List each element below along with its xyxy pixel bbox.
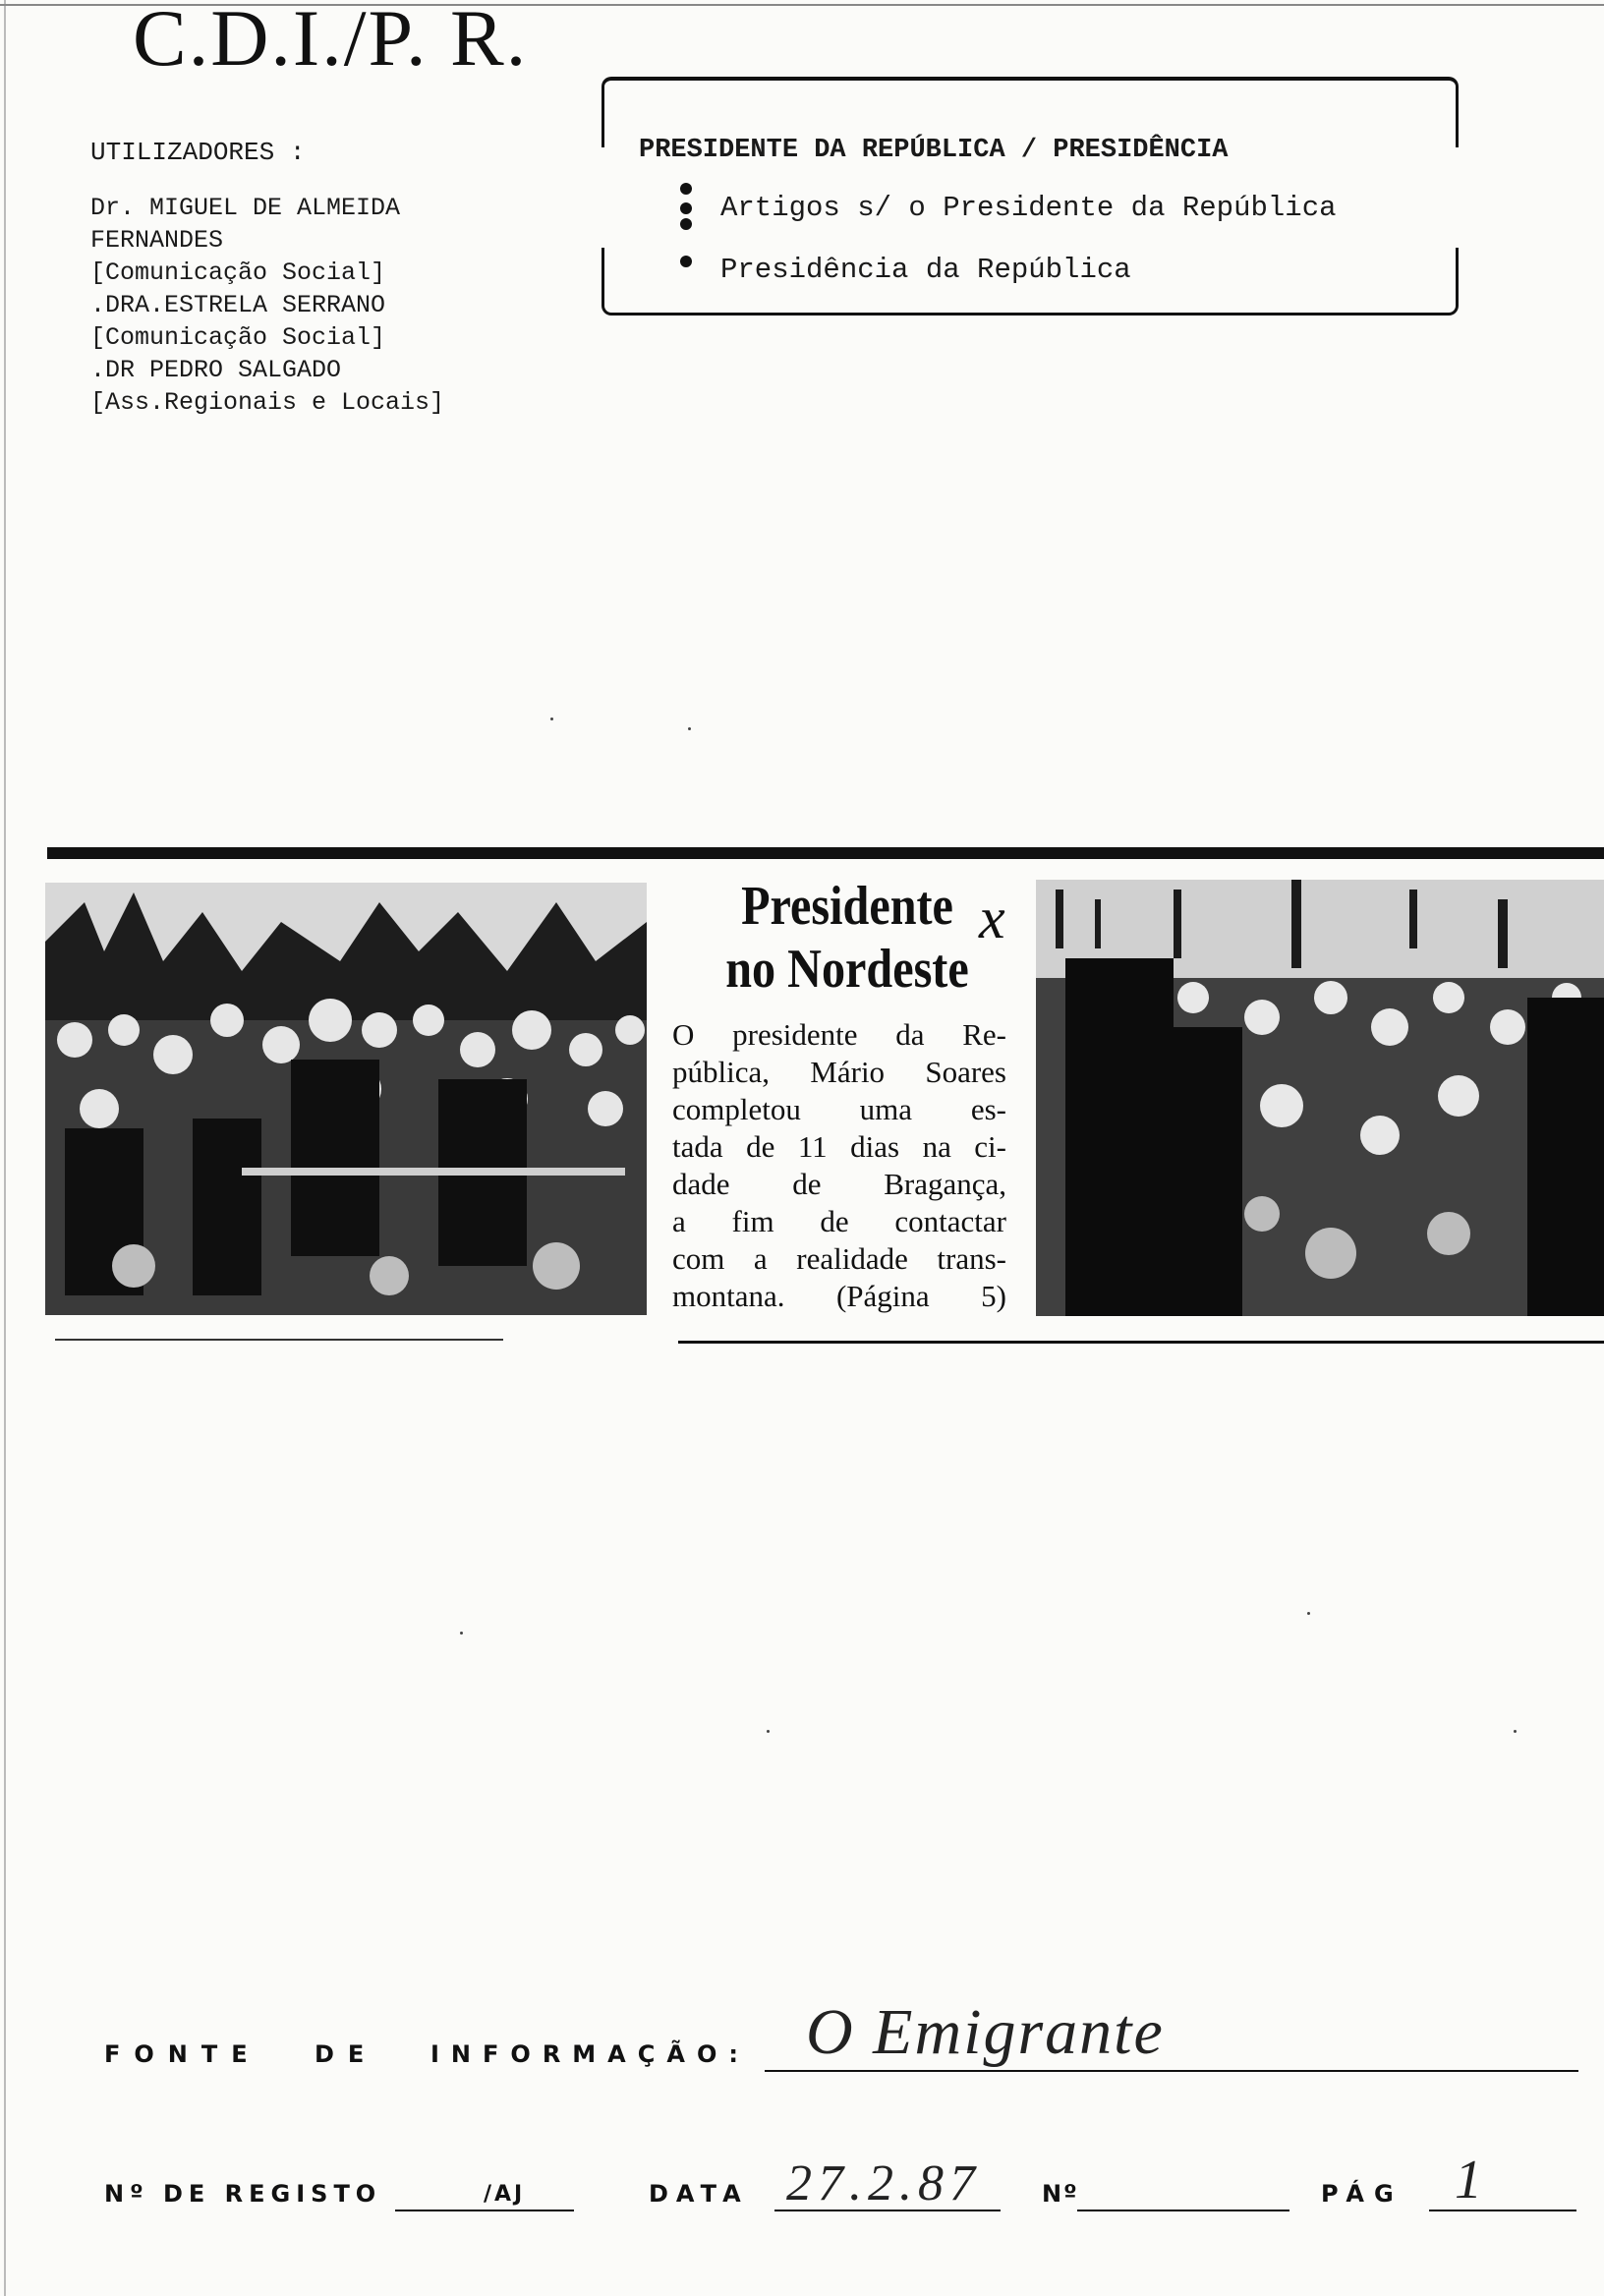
scan-speck (1307, 1612, 1310, 1615)
fonte-field-line (765, 2070, 1578, 2072)
numero-field-line (1077, 2210, 1289, 2211)
scan-speck (767, 1730, 770, 1733)
scan-speck (1514, 1730, 1517, 1733)
users-heading: UTILIZADORES : (90, 138, 306, 167)
headline-line: no Nordeste (725, 939, 969, 1000)
category-item: Presidência da República (720, 254, 1131, 286)
crowd-photo-left (45, 883, 647, 1315)
body-line: completou uma es- (672, 1092, 1006, 1126)
pag-value: 1 (1455, 2150, 1482, 2210)
crowd-photo-right (1036, 880, 1604, 1316)
registo-field-line (395, 2210, 574, 2211)
pag-field-line (1429, 2210, 1576, 2211)
body-line: com a realidade trans- (672, 1241, 1006, 1276)
body-line: pública, Mário Soares (672, 1055, 1006, 1089)
users-line: Dr. MIGUEL DE ALMEIDA (90, 194, 401, 222)
fonte-label-de: DE (315, 2040, 378, 2068)
clipping-headline (700, 875, 994, 1001)
scan-speck (688, 727, 691, 730)
numero-label: Nº (1042, 2180, 1079, 2208)
clipping-bottom-rule-right (678, 1341, 1604, 1344)
body-line: tada de 11 dias na ci- (672, 1129, 1006, 1164)
box-gap-right (1447, 147, 1459, 248)
users-line: [Comunicação Social] (90, 323, 386, 352)
fonte-label-informacao: INFORMAÇÃO: (430, 2040, 750, 2068)
data-label: DATA (649, 2180, 749, 2208)
users-line: [Ass.Regionais e Locais] (90, 388, 445, 417)
bullet-icon (680, 256, 692, 267)
users-line: .DRA.ESTRELA SERRANO (90, 291, 386, 319)
fonte-label: FONTE (104, 2040, 261, 2068)
scan-speck (460, 1632, 463, 1635)
bullet-icon (680, 183, 692, 195)
clipping-bottom-rule-left (55, 1339, 503, 1341)
handwritten-x-mark: x (979, 886, 1005, 950)
users-line: [Comunicação Social] (90, 258, 386, 287)
body-line: a fim de contactar (672, 1204, 1006, 1238)
page-left-edge (4, 0, 6, 2296)
pag-label: PÁG (1321, 2180, 1404, 2208)
box-gap-left (596, 147, 607, 248)
users-list (90, 192, 444, 419)
body-line: dade de Bragança, (672, 1167, 1006, 1201)
clipping-body (672, 1016, 1006, 1315)
registo-label: Nº DE REGISTO (104, 2180, 382, 2208)
bullet-icon (680, 202, 692, 214)
body-line: O presidente da Re- (672, 1017, 1006, 1052)
headline-line: Presidente (741, 876, 953, 937)
fonte-value: O Emigrante (806, 1996, 1165, 2068)
scan-speck (550, 718, 553, 720)
page-title: C.D.I./P. R. (133, 0, 529, 83)
category-box-title: PRESIDENTE DA REPÚBLICA / PRESIDÊNCIA (639, 136, 1229, 165)
data-value: 27.2.87 (786, 2155, 981, 2211)
clipping-top-rule (47, 847, 1604, 859)
users-line: FERNANDES (90, 226, 224, 255)
users-line: .DR PEDRO SALGADO (90, 356, 342, 384)
body-line: montana. (Página 5) (672, 1279, 1006, 1313)
registo-suffix: /AJ (484, 2182, 526, 2207)
category-item: Artigos s/ o Presidente da República (720, 192, 1337, 224)
bullet-icon (680, 218, 692, 230)
